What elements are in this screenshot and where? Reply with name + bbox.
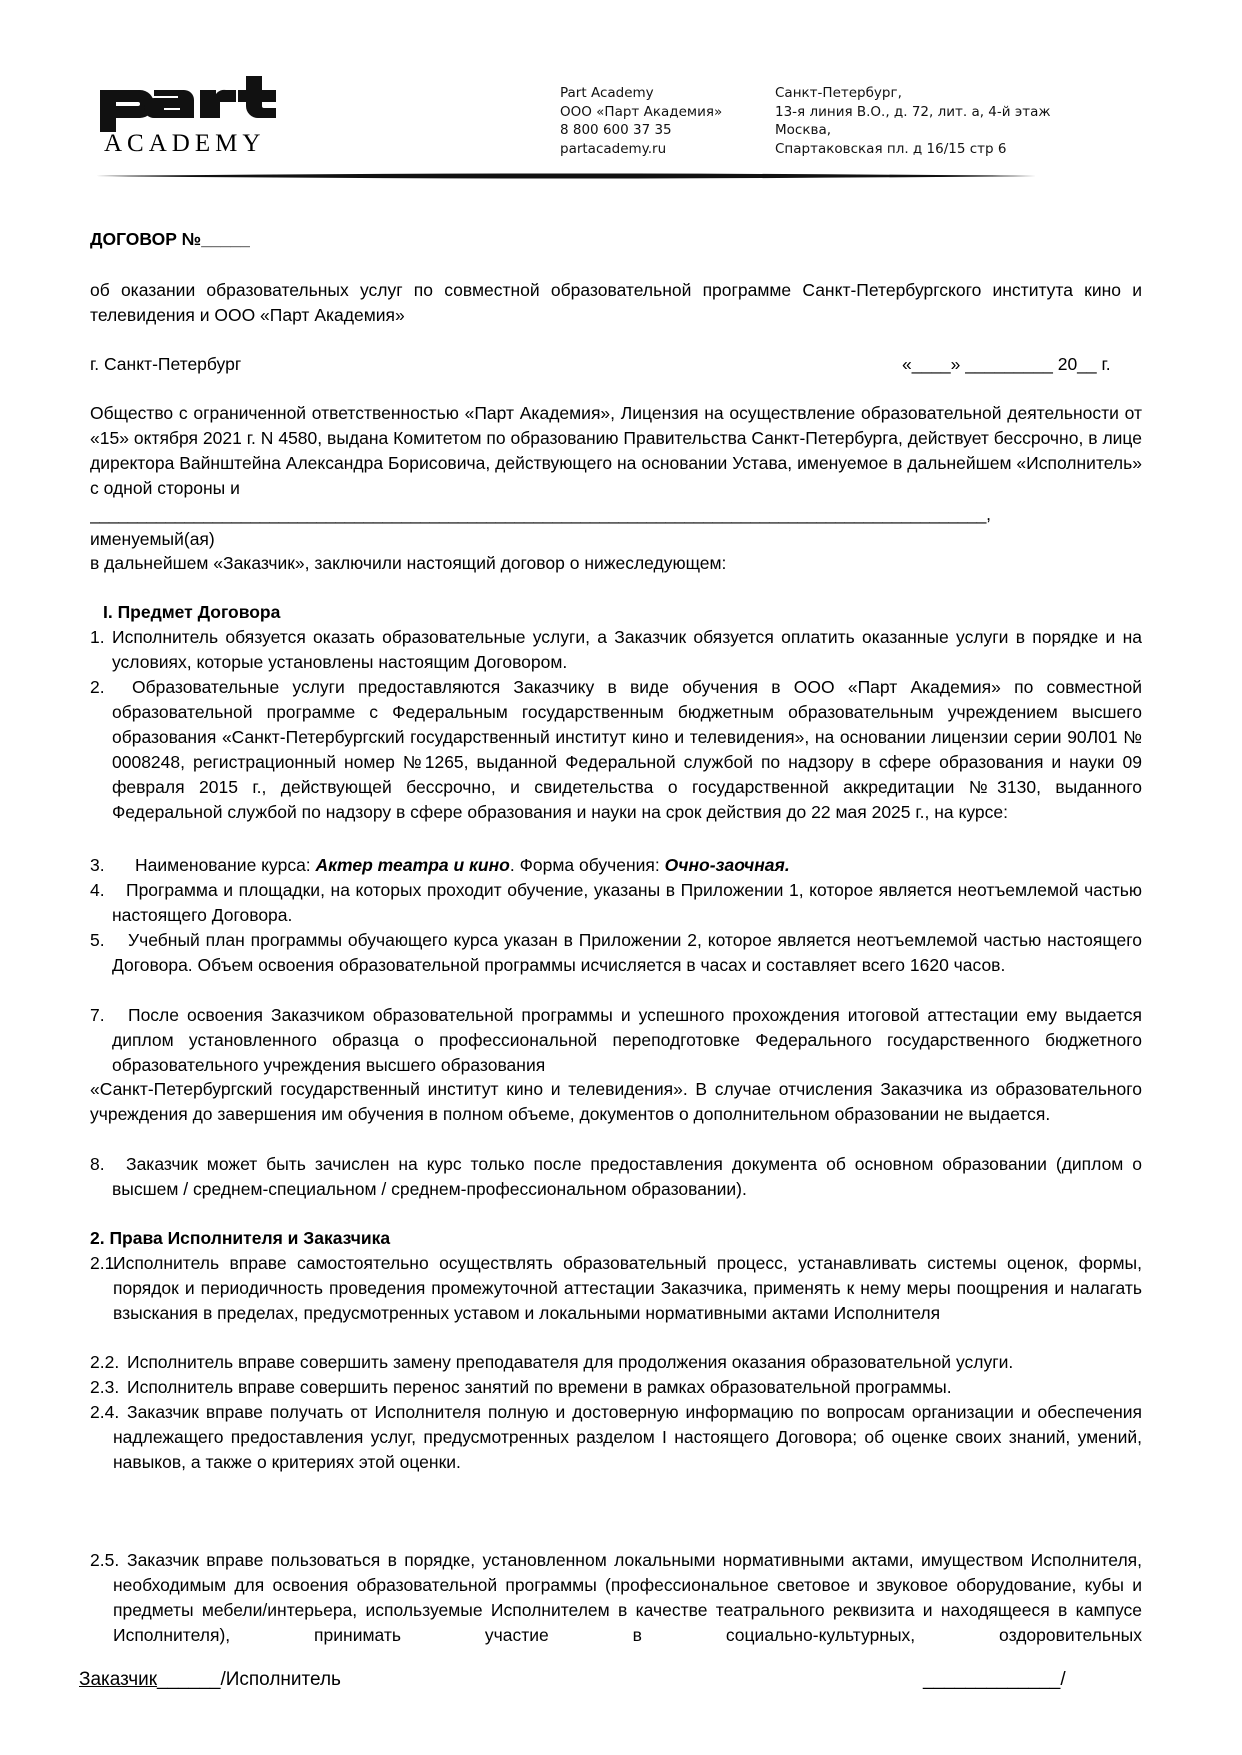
contract-date: «____» _________ 20__ г.	[902, 354, 1111, 374]
logo-academy-text: ACADEMY	[104, 130, 266, 157]
form-label: . Форма обучения:	[509, 855, 665, 875]
list-item	[112, 675, 1142, 825]
header-address-line: 13-я линия В.О., д. 72, лит. а, 4-й этаж	[775, 103, 1051, 120]
item-number: 7.	[90, 1005, 105, 1025]
course-line	[135, 853, 790, 878]
item-number: 8.	[90, 1154, 105, 1174]
list-item-text: «Санкт-Петербургский государственный институт кино и телевидения». В случае отчисления Заказчика из образовательного учреждения до завершения им обучения в полном объеме, документов о дополнительном образовании не выдается.	[90, 1079, 1142, 1124]
item-number: 2.3.	[90, 1377, 120, 1397]
list-item	[113, 1548, 1142, 1648]
customer-name-blank: _______________________________________________________________________________________________,	[90, 504, 991, 524]
course-name: Актер театра и кино	[315, 855, 510, 875]
header-address-line: Москва,	[775, 122, 832, 138]
list-item-text: Исполнитель вправе самостоятельно осуществлять образовательный процесс, устанавливать системы оценок, формы, порядок и периодичность проведения промежуточной аттестации Заказчика, применять к нему меры поощрения и налагать взыскания в пределах, предусмотренных уставом и локальными нормативными актами Исполнителя	[113, 1253, 1142, 1323]
item-number: 2.4.	[90, 1402, 120, 1422]
header-company-info	[560, 84, 722, 158]
list-item-continuation	[90, 1077, 1142, 1127]
customer-named-continuation: в дальнейшем «Заказчик», заключили настоящий договор о нижеследующем:	[90, 553, 727, 573]
header-address-line: Спартаковская пл. д 16/15 стр 6	[775, 140, 1007, 157]
list-item	[113, 1400, 1142, 1475]
list-item	[112, 878, 1142, 928]
contract-subtitle: об оказании образовательных услуг по совместной образовательной программе Санкт-Петербургского института кино и телевидения и ООО «Парт Академия»	[90, 280, 1142, 325]
contract-title: ДОГОВОР №_____	[90, 229, 250, 249]
header-phone[interactable]: 8 800 600 37 35	[560, 122, 672, 138]
list-item-text: Исполнитель вправе совершить перенос занятий по времени в рамках образовательной программы.	[127, 1377, 952, 1397]
list-item-text: Исполнитель обязуется оказать образовательные услуги, а Заказчик обязуется оплатить оказанные услуги в порядке и на условиях, которые установлены настоящим Договором.	[112, 627, 1142, 672]
header-address-line: Санкт-Петербург,	[775, 85, 902, 101]
executor-label: /Исполнитель	[220, 1669, 341, 1690]
item-number: 1.	[90, 627, 105, 647]
customer-named: именуемый(ая)	[90, 529, 215, 549]
contract-city: г. Санкт-Петербург	[90, 354, 242, 374]
list-item	[112, 625, 1142, 675]
item-number: 3.	[90, 855, 105, 875]
list-item-text: Исполнитель вправе совершить замену преподавателя для продолжения оказания образовательной услуги.	[127, 1352, 1014, 1372]
intro-paragraph: Общество с ограниченной ответственностью «Парт Академия», Лицензия на осуществление образовательной деятельности от «15» октября 2021 г. N 4580, выдана Комитетом по образованию Правительства Санкт-Петербурга, действует бессрочно, в лице директора Вайнштейна Александра Борисовича, действующего на основании Устава, именуемое в дальнейшем «Исполнитель» с одной стороны и	[90, 403, 1142, 498]
course-label: Наименование курса:	[135, 855, 316, 875]
list-item-text: Заказчик вправе получать от Исполнителя полную и достоверную информацию по вопросам организации и обеспечения надлежащего предоставления услуг, предусмотренных разделом I настоящего Договора; об оценке своих знаний, умений, навыков, а также о критериях этой оценки.	[113, 1402, 1142, 1472]
section-1-title: I. Предмет Договора	[103, 602, 281, 622]
list-item-text: Заказчик вправе пользоваться в порядке, установленном локальными нормативными актами, имуществом Исполнителя, необходимым для освоения образовательной программы (профессиональное световое и звуковое оборудование, кубы и предметы мебели/интерьера, используемые Исполнителем в качестве театрального реквизита и находящееся в кампусе Исполнителя), принимать участие в социально-культурных, оздоровительных	[113, 1550, 1142, 1645]
list-item	[112, 1003, 1142, 1078]
signature-executor-blank: _____________/	[923, 1669, 1066, 1690]
section-2-title: 2. Права Исполнителя и Заказчика	[90, 1228, 391, 1248]
list-item	[127, 1375, 952, 1400]
study-form: Очно-заочная.	[664, 855, 790, 875]
item-number: 2.1.	[90, 1253, 120, 1273]
signature-customer	[79, 1669, 341, 1691]
item-number: 2.2.	[90, 1352, 120, 1372]
header-website-link[interactable]: partacademy.ru	[560, 140, 667, 157]
list-item	[112, 1152, 1142, 1202]
list-item-text: Заказчик может быть зачислен на курс только после предоставления документа об основном образовании (диплом о высшем / среднем-специальном / среднем-профессиональном образовании).	[112, 1154, 1142, 1199]
item-number: 4.	[90, 880, 105, 900]
list-item-text: Образовательные услуги предоставляются Заказчику в виде обучения в ООО «Парт Академия» по совместной образовательной программе с Федеральным государственным бюджетным образовательным учреждением высшего образования «Санкт-Петербургский государственный институт кино и телевидения», на основании лицензии серии 90Л01 № 0008248, регистрационный номер №1265, выданной Федеральной службой по надзору в сфере образования и науки 09 февраля 2015 г., действующей бессрочно, и свидетельства о государственной аккредитации №3130, выданного Федеральной службой по надзору в сфере образования и науки на срок действия до 22 мая 2025 г., на курсе:	[112, 677, 1142, 822]
list-item-text: Учебный план программы обучающего курса указан в Приложении 2, которое является неотъемлемой частью настоящего Договора. Объем освоения образовательной программы исчисляется в часах и составляет всего 1620 часов.	[112, 930, 1142, 975]
part-academy-logo	[96, 76, 296, 156]
header-addresses	[775, 84, 1051, 158]
customer-signature-blank: ______	[157, 1669, 221, 1690]
header-company-line: Part Academy	[560, 85, 654, 101]
header-divider	[96, 171, 1036, 181]
list-item-text: Программа и площадки, на которых проходит обучение, указаны в Приложении 1, которое является неотъемлемой частью настоящего Договора.	[112, 880, 1142, 925]
customer-label: Заказчик	[79, 1669, 158, 1690]
list-item-text: После освоения Заказчиком образовательной программы и успешного прохождения итоговой аттестации ему выдается диплом установленного образца о профессиональной переподготовке Федерального государственного бюджетного образовательного учреждения высшего образования	[112, 1005, 1142, 1075]
list-item	[112, 928, 1142, 978]
list-item	[113, 1251, 1142, 1326]
list-item	[127, 1350, 1013, 1375]
item-number: 5.	[90, 930, 105, 950]
logo-mark	[96, 76, 296, 132]
header-company-line: ООО «Парт Академия»	[560, 103, 723, 120]
item-number: 2.	[90, 677, 105, 697]
item-number: 2.5.	[90, 1550, 120, 1570]
